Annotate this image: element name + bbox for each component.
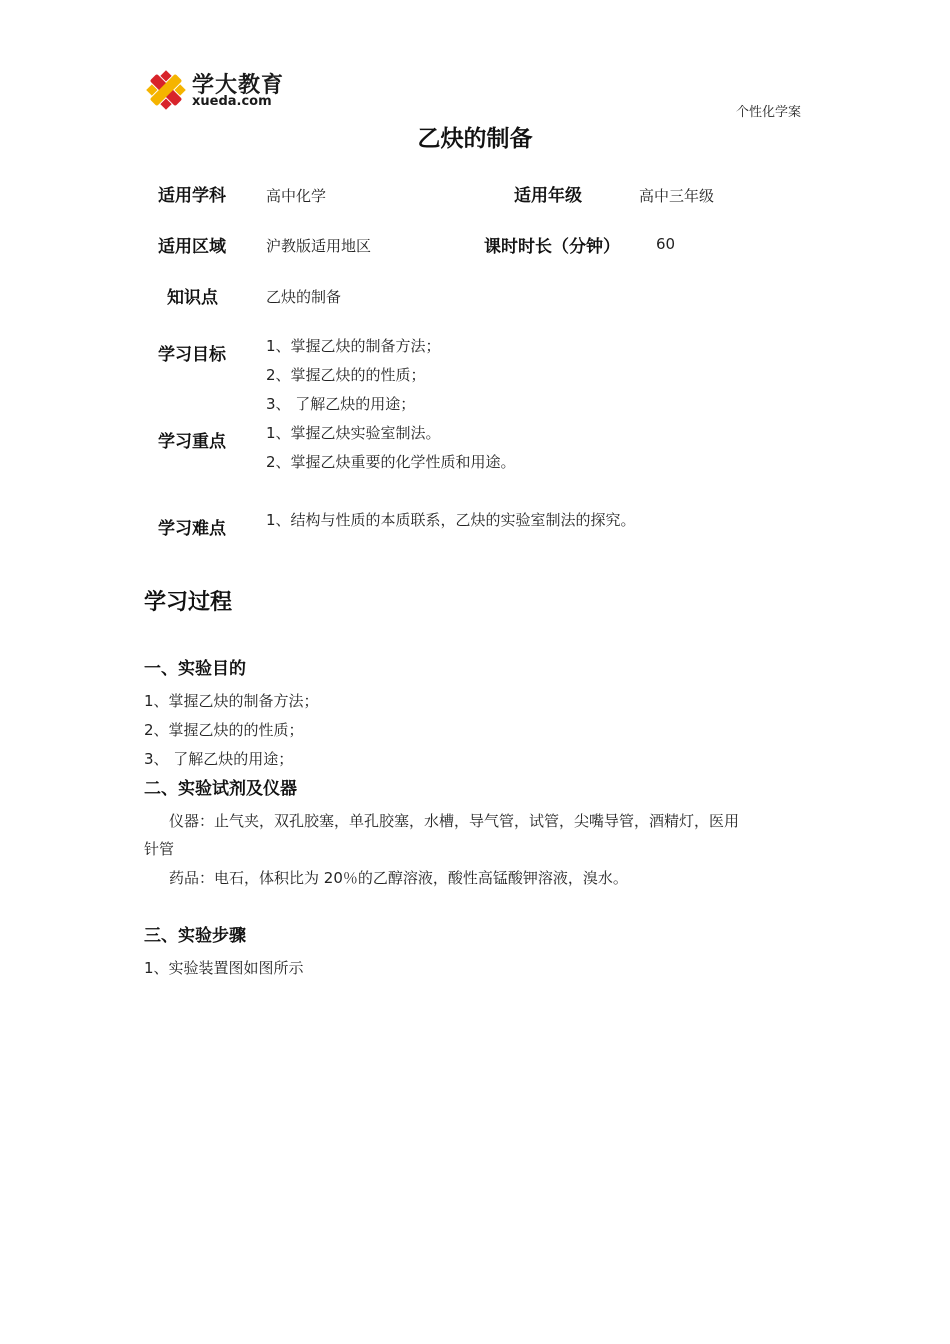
- focus-item: 1、掌握乙炔实验室制法。: [266, 424, 441, 442]
- grade-label: 适用年级: [514, 186, 582, 206]
- knowledge-label: 知识点: [167, 288, 218, 308]
- section2-heading: 二、实验试剂及仪器: [144, 779, 297, 799]
- instruments-line-cont: 针管: [144, 840, 175, 858]
- difficulty-item: 1、结构与性质的本质联系，乙炔的实验室制法的探究。: [266, 511, 636, 529]
- difficulty-label: 学习难点: [158, 519, 226, 539]
- knowledge-value: 乙炔的制备: [266, 288, 342, 306]
- region-value: 沪教版适用地区: [266, 237, 372, 255]
- logo-mark-icon: [142, 66, 190, 114]
- subject-value: 高中化学: [266, 187, 327, 205]
- region-label: 适用区域: [158, 237, 226, 257]
- section1-item: 2、掌握乙炔的的性质；: [144, 721, 304, 739]
- instruments-line: 仪器：止气夹，双孔胶塞，单孔胶塞，水槽，导气管，试管，尖嘴导管，酒精灯，医用: [169, 812, 740, 830]
- section3-item: 1、实验装置图如图所示: [144, 959, 304, 977]
- document-title: 乙炔的制备: [417, 126, 533, 152]
- section3-heading: 三、实验步骤: [144, 926, 246, 946]
- goal-item: 2、掌握乙炔的的性质；: [266, 366, 426, 384]
- process-title: 学习过程: [144, 590, 233, 615]
- subject-label: 适用学科: [158, 186, 226, 206]
- reagents-line: 药品：电石，体积比为 20％的乙醇溶液，酸性高锰酸钾溶液，溴水。: [169, 869, 628, 887]
- goal-item: 1、掌握乙炔的制备方法；: [266, 337, 441, 355]
- section1-heading: 一、实验目的: [144, 659, 246, 679]
- logo-title: 学大教育: [192, 73, 285, 98]
- focus-label: 学习重点: [158, 432, 226, 452]
- xueda-logo: [142, 66, 302, 116]
- section1-item: 3、 了解乙炔的用途；: [144, 750, 294, 768]
- duration-value: 60: [656, 235, 676, 253]
- duration-label: 课时时长（分钟）: [484, 237, 620, 257]
- grade-value: 高中三年级: [639, 187, 715, 205]
- section1-item: 1、掌握乙炔的制备方法；: [144, 692, 319, 710]
- header-label: 个性化学案: [736, 105, 802, 120]
- logo-url: xueda.com: [192, 94, 272, 109]
- focus-item: 2、掌握乙炔重要的化学性质和用途。: [266, 453, 516, 471]
- goals-label: 学习目标: [158, 345, 226, 365]
- goal-item: 3、 了解乙炔的用途；: [266, 395, 416, 413]
